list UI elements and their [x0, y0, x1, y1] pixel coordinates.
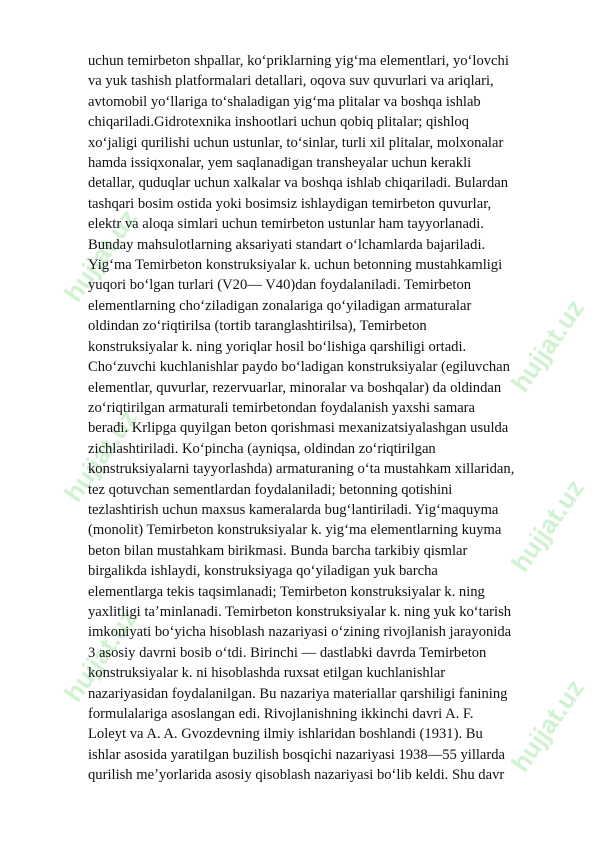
text-line: Loleyt va A. A. Gvozdevning ilmiy ishlaridan boshlandi (1931). Bu [88, 726, 483, 743]
text-line: xoʻjaligi qurilishi uchun ustunlar, toʻsinlar, turli xil plitalar, molxonalar [88, 134, 504, 151]
text-line: konstruksiyalar k. ni hisoblashda ruxsat etilgan kuchlanishlar [88, 665, 446, 682]
text-line: formulalariga asoslangan edi. Rivojlanishning ikkinchi davri A. F. [88, 706, 474, 722]
text-line: Bunday mahsulotlarning aksariyati standart oʻlchamlarda bajariladi. [88, 236, 486, 253]
text-line: ishlar asosida yaratilgan buzilish bosqichi nazariyasi 1938—55 yillarda [88, 746, 506, 763]
text-line: tashqari bosim ostida yoki bosimsiz ishlaydigan temirbeton quvurlar, [88, 195, 492, 212]
text-line: detallar, quduqlar uchun xalkalar va boshqa ishlab chiqariladi. Bulardan [88, 175, 509, 192]
text-line: qurilish meʼyorlarida asosiy qisoblash nazariyasi boʻlib keldi. Shu davr [88, 767, 505, 784]
watermark: hujjat.uz [58, 603, 144, 708]
text-line: yuqori boʻlgan turlari (V20— V40)dan foydalaniladi. Temirbeton [88, 277, 472, 294]
body-text [88, 51, 552, 786]
text-line: (monolit) Temirbeton konstruksiyalar k. yigʻma elementlarning kuyma [88, 522, 502, 539]
text-line: elementlarga tekis taqsimlanadi; Temirbeton konstruksiyalar k. ning [88, 583, 485, 600]
text-line: zoʻriqtirilgan armaturali temirbetondan foydalanish yaxshi samara [88, 399, 476, 416]
text-line: oldindan zoʻriqtirilsa (tortib taranglashtirilsa), Temirbeton [88, 318, 427, 335]
text-line: konstruksiyalar k. ning yoriqlar hosil boʻlishiga qarshiligi ortadi. [88, 338, 467, 355]
text-line: Yigʻma Temirbeton konstruksiyalar k. uchun betonning mustahkamligi [88, 257, 503, 274]
watermark: hujjat.uz [58, 203, 144, 308]
text-line: tez qotuvchan sementlardan foydalaniladi; betonning qotishini [88, 481, 453, 498]
watermark: hujjat.uz [505, 293, 591, 398]
text-line: tezlashtirish uchun maxsus kameralarda bugʻlantiriladi. Yigʻmaquyma [88, 501, 499, 518]
text-line: 3 asosiy davrni bosib oʻtdi. Birinchi — dastlabki davrda Temirbeton [88, 644, 487, 661]
watermark: hujjat.uz [505, 473, 591, 578]
text-line: imkoniyati boʻyicha hisoblash nazariyasi oʻzining rivojlanish jarayonida [88, 624, 512, 641]
text-line: uchun temirbeton shpallar, koʻpriklarning yigʻma elementlari, yoʻlovchi [88, 53, 509, 69]
text-line: chiqariladi.Gidrotexnika inshootlari uchun qobiq plitalar; qishloq [88, 114, 469, 131]
text-line: elementlar, quvurlar, rezervuarlar, minoralar va boshqalar) da oldindan [88, 379, 502, 396]
text-line: Choʻzuvchi kuchlanishlar paydo boʻladigan konstruksiyalar (egiluvchan [88, 359, 510, 376]
text-line: avtomobil yoʻllariga toʻshaladigan yigʻma plitalar va boshqa ishlab [88, 93, 481, 110]
text-line: birgalikda ishlaydi, konstruksiyaga qoʻyiladigan yuk barcha [88, 563, 438, 580]
watermark: hujjat.uz [505, 673, 591, 778]
text-line: elektr va aloqa simlari uchun temirbeton ustunlar ham tayyorlanadi. [88, 216, 484, 233]
text-line: yaxlitligi taʼminlanadi. Temirbeton konstruksiyalar k. ning yuk koʻtarish [88, 603, 512, 620]
text-line: elementlarning choʻziladigan zonalariga qoʻyiladigan armaturalar [88, 297, 472, 314]
text-line: beradi. Krlipga quyilgan beton qorishmasi mexanizatsiyalashgan usulda [88, 420, 509, 437]
watermark: hujjat.uz [58, 403, 144, 508]
text-line: zichlashtiriladi. Koʻpincha (ayniqsa, oldindan zoʻriqtirilgan [88, 440, 436, 457]
text-line: konstruksiyalarni tayyorlashda) armaturaning oʻta mustahkam xillaridan, [88, 461, 515, 478]
text-line: nazariyasidan foydalanilgan. Bu nazariya materiallar qarshiligi fanining [88, 685, 508, 702]
text-line: hamda issiqxonalar, yem saqlanadigan transheyalar uchun kerakli [88, 155, 472, 172]
text-line: beton bilan mustahkam birikmasi. Bunda barcha tarkibiy qismlar [88, 542, 468, 559]
text-line: va yuk tashish platformalari detallari, oqova suv quvurlari va ariqlari, [88, 73, 494, 90]
